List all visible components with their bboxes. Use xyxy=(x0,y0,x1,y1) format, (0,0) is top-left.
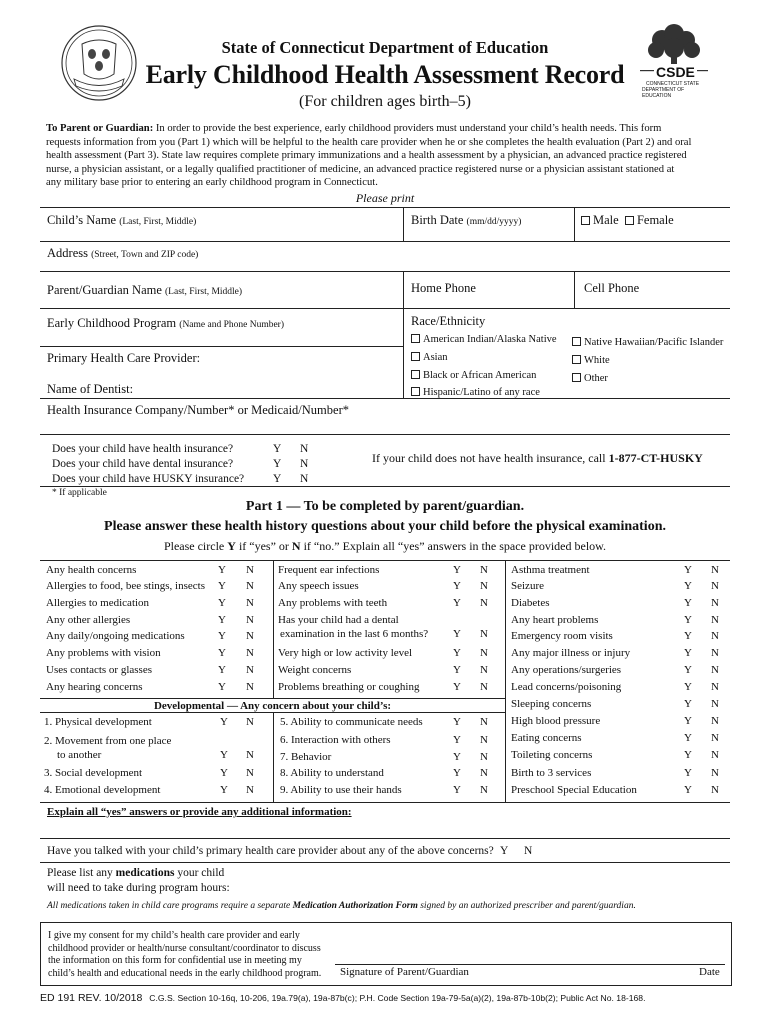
no-option[interactable]: N xyxy=(246,647,254,659)
no-option[interactable]: N xyxy=(480,647,488,659)
no-option[interactable]: N xyxy=(246,749,254,761)
birth-date-hint: (mm/dd/yyyy) xyxy=(466,217,522,227)
health-history-item: Weight concerns xyxy=(278,664,352,676)
developmental-item: 1. Physical development xyxy=(44,716,152,728)
yes-option[interactable]: Y xyxy=(684,647,692,659)
health-history-item: Toileting concerns xyxy=(511,749,593,761)
yes-option[interactable]: Y xyxy=(500,845,509,857)
med-auth-note: All medications taken in child care programs require a separate Medication Authorization Form signed by an authorized prescriber and parent/guardian. xyxy=(47,901,636,911)
address-hint: (Street, Town and ZIP code) xyxy=(91,250,199,260)
yes-option[interactable]: Y xyxy=(453,751,461,763)
csde-logo-sub2: DEPARTMENT OF EDUCATION xyxy=(642,87,685,99)
intro-line-3: health assessment (Part 3). State law requires complete primary immunizations and a health assessment by a physician, an advanced practice registered xyxy=(46,150,687,162)
statute-text: C.G.S. Section 10-16q, 10-206, 19a.79(a), 19a-87b(c); P.H. Code Section 19a-79-5a(a)(2), 19a-87b-10b(2); Public Act No. 18-168. xyxy=(149,993,646,1003)
no-option[interactable]: N xyxy=(711,767,719,779)
no-option[interactable]: N xyxy=(480,751,488,763)
health-history-item: Very high or low activity level xyxy=(278,647,413,659)
birth-date-label: Birth Date xyxy=(411,213,464,227)
yes-option[interactable]: Y xyxy=(684,732,692,744)
no-option[interactable]: N xyxy=(480,580,488,592)
no-option[interactable]: N xyxy=(246,664,254,676)
health-history-item: Allergies to food, bee stings, insects xyxy=(46,580,205,592)
yes-option[interactable]: Y xyxy=(453,647,461,659)
department-name: State of Connecticut Department of Education xyxy=(221,38,549,57)
health-history-item: Eating concerns xyxy=(511,732,582,744)
yes-option[interactable]: Y xyxy=(218,647,226,659)
no-option[interactable]: N xyxy=(480,681,488,693)
insurance-label: Health Insurance Company/Number* or Medicaid/Number* xyxy=(47,403,349,417)
yes-option[interactable]: Y xyxy=(218,564,226,576)
no-option[interactable]: N xyxy=(246,767,254,779)
please-print: Please print xyxy=(355,191,415,205)
yes-option[interactable]: Y xyxy=(453,681,461,693)
health-history-item: Asthma treatment xyxy=(511,564,590,576)
race-label: Race/Ethnicity xyxy=(411,314,486,328)
no-option[interactable]: N xyxy=(246,681,254,693)
developmental-item: 5. Ability to communicate needs xyxy=(280,716,423,728)
form-code: ED 191 REV. 10/2018 xyxy=(40,992,143,1004)
no-option[interactable]: N xyxy=(480,784,488,796)
yes-option[interactable]: Y xyxy=(218,630,226,642)
health-history-item: Allergies to medication xyxy=(46,597,150,609)
health-history-item: Problems breathing or coughing xyxy=(278,681,420,693)
part1-instructions: Please circle Y if “yes” or N if “no.” Explain all “yes” answers in the space provided below. xyxy=(163,539,607,553)
date-label: Date xyxy=(699,966,720,978)
yes-option[interactable]: Y xyxy=(220,749,228,761)
no-option[interactable]: N xyxy=(480,564,488,576)
yes-option[interactable]: Y xyxy=(684,630,692,642)
applicable-note: * If applicable xyxy=(52,488,107,498)
health-history-item: examination in the last 6 months? xyxy=(280,628,429,640)
explain-field[interactable] xyxy=(44,820,726,838)
parent-name-label: Parent/Guardian Name xyxy=(47,283,162,297)
race-option: Hispanic/Latino of any race xyxy=(423,387,540,398)
health-history-item: Any hearing concerns xyxy=(46,681,143,693)
ec-program-label: Early Childhood Program xyxy=(47,316,177,330)
home-phone-label: Home Phone xyxy=(411,281,476,295)
no-option[interactable]: N xyxy=(480,767,488,779)
developmental-item: to another xyxy=(57,749,102,761)
no-option[interactable]: N xyxy=(711,597,719,609)
developmental-item: 4. Emotional development xyxy=(44,784,161,796)
intro-line-5: any military base prior to entering an early childhood program in Connecticut. xyxy=(46,177,378,189)
yes-option[interactable]: Y xyxy=(220,767,228,779)
csde-logo xyxy=(632,24,714,99)
no-option[interactable]: N xyxy=(711,749,719,761)
male-checkbox[interactable] xyxy=(581,216,590,225)
medications-field[interactable] xyxy=(240,880,726,894)
consent-text: I give my consent for my child’s health care provider and early xyxy=(48,930,300,941)
no-option[interactable]: N xyxy=(711,614,719,626)
no-option[interactable]: N xyxy=(246,614,254,626)
race-option: White xyxy=(584,355,610,366)
health-history-item: Has your child had a dental xyxy=(278,614,399,626)
race-option: Native Hawaiian/Pacific Islander xyxy=(584,337,724,348)
yes-option[interactable]: Y xyxy=(453,664,461,676)
no-option[interactable]: N xyxy=(711,784,719,796)
race-checkbox[interactable] xyxy=(411,334,420,343)
race-checkbox[interactable] xyxy=(411,370,420,379)
no-option[interactable]: N xyxy=(246,716,254,728)
health-history-item: Any health concerns xyxy=(46,564,137,576)
developmental-item: 9. Ability to use their hands xyxy=(280,784,402,796)
yes-option[interactable]: Y xyxy=(453,564,461,576)
race-checkbox[interactable] xyxy=(411,352,420,361)
parent-name-hint: (Last, First, Middle) xyxy=(165,287,243,297)
no-option[interactable]: N xyxy=(300,443,309,455)
child-name-label: Child’s Name xyxy=(47,213,117,227)
no-option[interactable]: N xyxy=(711,732,719,744)
yes-option[interactable]: Y xyxy=(684,580,692,592)
no-option[interactable]: N xyxy=(246,630,254,642)
yes-option[interactable]: Y xyxy=(684,681,692,693)
child-name-field[interactable] xyxy=(44,226,399,239)
meds-label: Please list any xyxy=(47,867,116,879)
no-option[interactable]: N xyxy=(480,716,488,728)
developmental-item: 2. Movement from one place xyxy=(44,735,172,747)
csde-logo-text: CSDE xyxy=(656,64,695,80)
yes-option[interactable]: Y xyxy=(684,614,692,626)
cell-phone-field[interactable] xyxy=(578,295,728,307)
birth-date-field[interactable] xyxy=(407,226,570,239)
health-history-item: Uses contacts or glasses xyxy=(46,664,153,676)
talked-question: Have you talked with your child’s primary health care provider about any of the above concerns? xyxy=(47,845,494,857)
no-option[interactable]: N xyxy=(480,734,488,746)
no-option[interactable]: N xyxy=(711,580,719,592)
no-option[interactable]: N xyxy=(711,698,719,710)
male-label: Male xyxy=(593,213,619,227)
health-history-item: Any daily/ongoing medications xyxy=(46,630,185,642)
intro-lead: To Parent or Guardian: xyxy=(46,123,154,134)
child-name-hint: (Last, First, Middle) xyxy=(119,217,197,227)
no-option[interactable]: N xyxy=(246,784,254,796)
consent-text: child’s health and educational needs in the early childhood program. xyxy=(48,967,322,979)
no-option[interactable]: N xyxy=(300,458,309,470)
no-option[interactable]: N xyxy=(711,564,719,576)
health-history-item: Sleeping concerns xyxy=(511,698,592,710)
meds-label-2: will need to take during program hours: xyxy=(47,882,230,894)
yes-option[interactable]: Y xyxy=(273,473,282,485)
form-title: Early Childhood Health Assessment Record xyxy=(145,60,625,89)
address-field[interactable] xyxy=(44,258,726,270)
yes-option[interactable]: Y xyxy=(684,749,692,761)
yes-option[interactable]: Y xyxy=(218,597,226,609)
yes-option[interactable]: Y xyxy=(218,664,226,676)
no-option[interactable]: N xyxy=(246,580,254,592)
cell-phone-label: Cell Phone xyxy=(584,281,640,295)
yes-option[interactable]: Y xyxy=(684,698,692,710)
form-subtitle: (For children ages birth–5) xyxy=(299,93,471,110)
developmental-header: Developmental — Any concern about your child’s: xyxy=(153,700,392,712)
race-checkbox[interactable] xyxy=(572,337,581,346)
insurance-field[interactable] xyxy=(44,418,726,432)
health-history-item: Diabetes xyxy=(511,597,550,609)
yes-option[interactable]: Y xyxy=(453,734,461,746)
no-option[interactable]: N xyxy=(480,628,488,640)
yes-option[interactable]: Y xyxy=(273,443,282,455)
health-history-item: Any major illness or injury xyxy=(511,647,631,659)
no-option[interactable]: N xyxy=(711,715,719,727)
yes-option[interactable]: Y xyxy=(220,784,228,796)
no-option[interactable]: N xyxy=(300,473,309,485)
consent-text: childhood provider or health/nurse consultant/coordinator to discuss xyxy=(48,942,321,954)
primary-provider-label: Primary Health Care Provider: xyxy=(47,351,201,365)
meds-label-bold: medications xyxy=(115,867,175,879)
part1-title: Part 1 — To be completed by parent/guardian. xyxy=(245,499,525,514)
race-option: Black or African American xyxy=(423,370,537,381)
no-option[interactable]: N xyxy=(524,845,533,857)
health-history-item: Lead concerns/poisoning xyxy=(511,681,622,693)
no-option[interactable]: N xyxy=(711,664,719,676)
health-history-item: Any problems with teeth xyxy=(278,597,388,609)
no-option[interactable]: N xyxy=(246,597,254,609)
yes-option[interactable]: Y xyxy=(453,628,461,640)
health-history-item: Any other allergies xyxy=(46,614,131,626)
health-history-item: Frequent ear infections xyxy=(278,564,380,576)
no-option[interactable]: N xyxy=(480,664,488,676)
husky-note: If your child does not have health insurance, call xyxy=(372,451,609,465)
yes-option[interactable]: Y xyxy=(273,458,282,470)
health-history-item: High blood pressure xyxy=(511,715,601,727)
address-label: Address xyxy=(47,246,88,260)
developmental-item: 7. Behavior xyxy=(280,751,332,763)
csde-logo-sub1: CONNECTICUT STATE xyxy=(646,81,700,87)
signature-label: Signature of Parent/Guardian xyxy=(340,966,469,978)
part1-subtitle: Please answer these health history questions about your child before the physical examination. xyxy=(104,519,666,534)
female-checkbox[interactable] xyxy=(625,216,634,225)
intro-line-2: requests information from you (Part 1) which will be helpful to the health care provider when he or she completes the health evaluation (Part 2) and oral xyxy=(46,136,692,148)
yes-option[interactable]: Y xyxy=(453,580,461,592)
intro-line-1: In order to provide the best experience, early childhood providers must understand your child’s health needs. This form xyxy=(153,123,662,134)
yes-option[interactable]: Y xyxy=(218,614,226,626)
race-checkbox[interactable] xyxy=(572,355,581,364)
explain-label: Explain all “yes” answers or provide any additional information: xyxy=(47,806,352,818)
yes-option[interactable]: Y xyxy=(684,715,692,727)
yes-option[interactable]: Y xyxy=(684,564,692,576)
no-option[interactable]: N xyxy=(711,681,719,693)
no-option[interactable]: N xyxy=(711,630,719,642)
female-label: Female xyxy=(636,213,674,227)
insurance-question-health: Does your child have health insurance? xyxy=(52,443,234,455)
race-option: Other xyxy=(584,373,608,384)
race-option: American Indian/Alaska Native xyxy=(423,334,557,345)
yes-option[interactable]: Y xyxy=(684,767,692,779)
health-history-item: Preschool Special Education xyxy=(511,784,637,796)
yes-option[interactable]: Y xyxy=(684,664,692,676)
intro-line-4: nurse, a physician assistant, or a legally qualified practitioner of medicine, an advanced practice registered nurse or a physician assistant stationed at xyxy=(46,163,675,175)
race-option: Asian xyxy=(423,352,448,363)
home-phone-field[interactable] xyxy=(407,295,570,307)
developmental-item: 3. Social development xyxy=(44,767,143,779)
race-checkbox[interactable] xyxy=(411,387,420,396)
developmental-item: 6. Interaction with others xyxy=(280,734,391,746)
health-history-item: Any heart problems xyxy=(511,614,599,626)
health-history-item: Any speech issues xyxy=(278,580,359,592)
no-option[interactable]: N xyxy=(480,597,488,609)
dentist-label: Name of Dentist: xyxy=(47,382,134,396)
health-history-item: Emergency room visits xyxy=(511,630,613,642)
health-history-item: Seizure xyxy=(511,580,544,592)
yes-option[interactable]: Y xyxy=(220,716,228,728)
husky-phone: 1-877-CT-HUSKY xyxy=(608,451,703,465)
yes-option[interactable]: Y xyxy=(453,784,461,796)
yes-option[interactable]: Y xyxy=(218,580,226,592)
race-checkbox[interactable] xyxy=(572,373,581,382)
state-seal-logo xyxy=(60,24,138,102)
health-history-item: Birth to 3 services xyxy=(511,767,592,779)
developmental-item: 8. Ability to understand xyxy=(280,767,384,779)
yes-option[interactable]: Y xyxy=(453,716,461,728)
yes-option[interactable]: Y xyxy=(684,784,692,796)
insurance-question-dental: Does your child have dental insurance? xyxy=(52,458,234,470)
yes-option[interactable]: Y xyxy=(453,767,461,779)
ec-program-hint: (Name and Phone Number) xyxy=(179,320,285,330)
health-history-item: Any operations/surgeries xyxy=(511,664,622,676)
yes-option[interactable]: Y xyxy=(684,597,692,609)
yes-option[interactable]: Y xyxy=(218,681,226,693)
no-option[interactable]: N xyxy=(711,647,719,659)
signature-field[interactable] xyxy=(335,940,725,964)
health-history-item: Any problems with vision xyxy=(46,647,161,659)
consent-text: the information on this form for confidential use in meeting my xyxy=(48,955,302,967)
no-option[interactable]: N xyxy=(246,564,254,576)
yes-option[interactable]: Y xyxy=(453,597,461,609)
insurance-question-husky: Does your child have HUSKY insurance? xyxy=(52,473,245,485)
